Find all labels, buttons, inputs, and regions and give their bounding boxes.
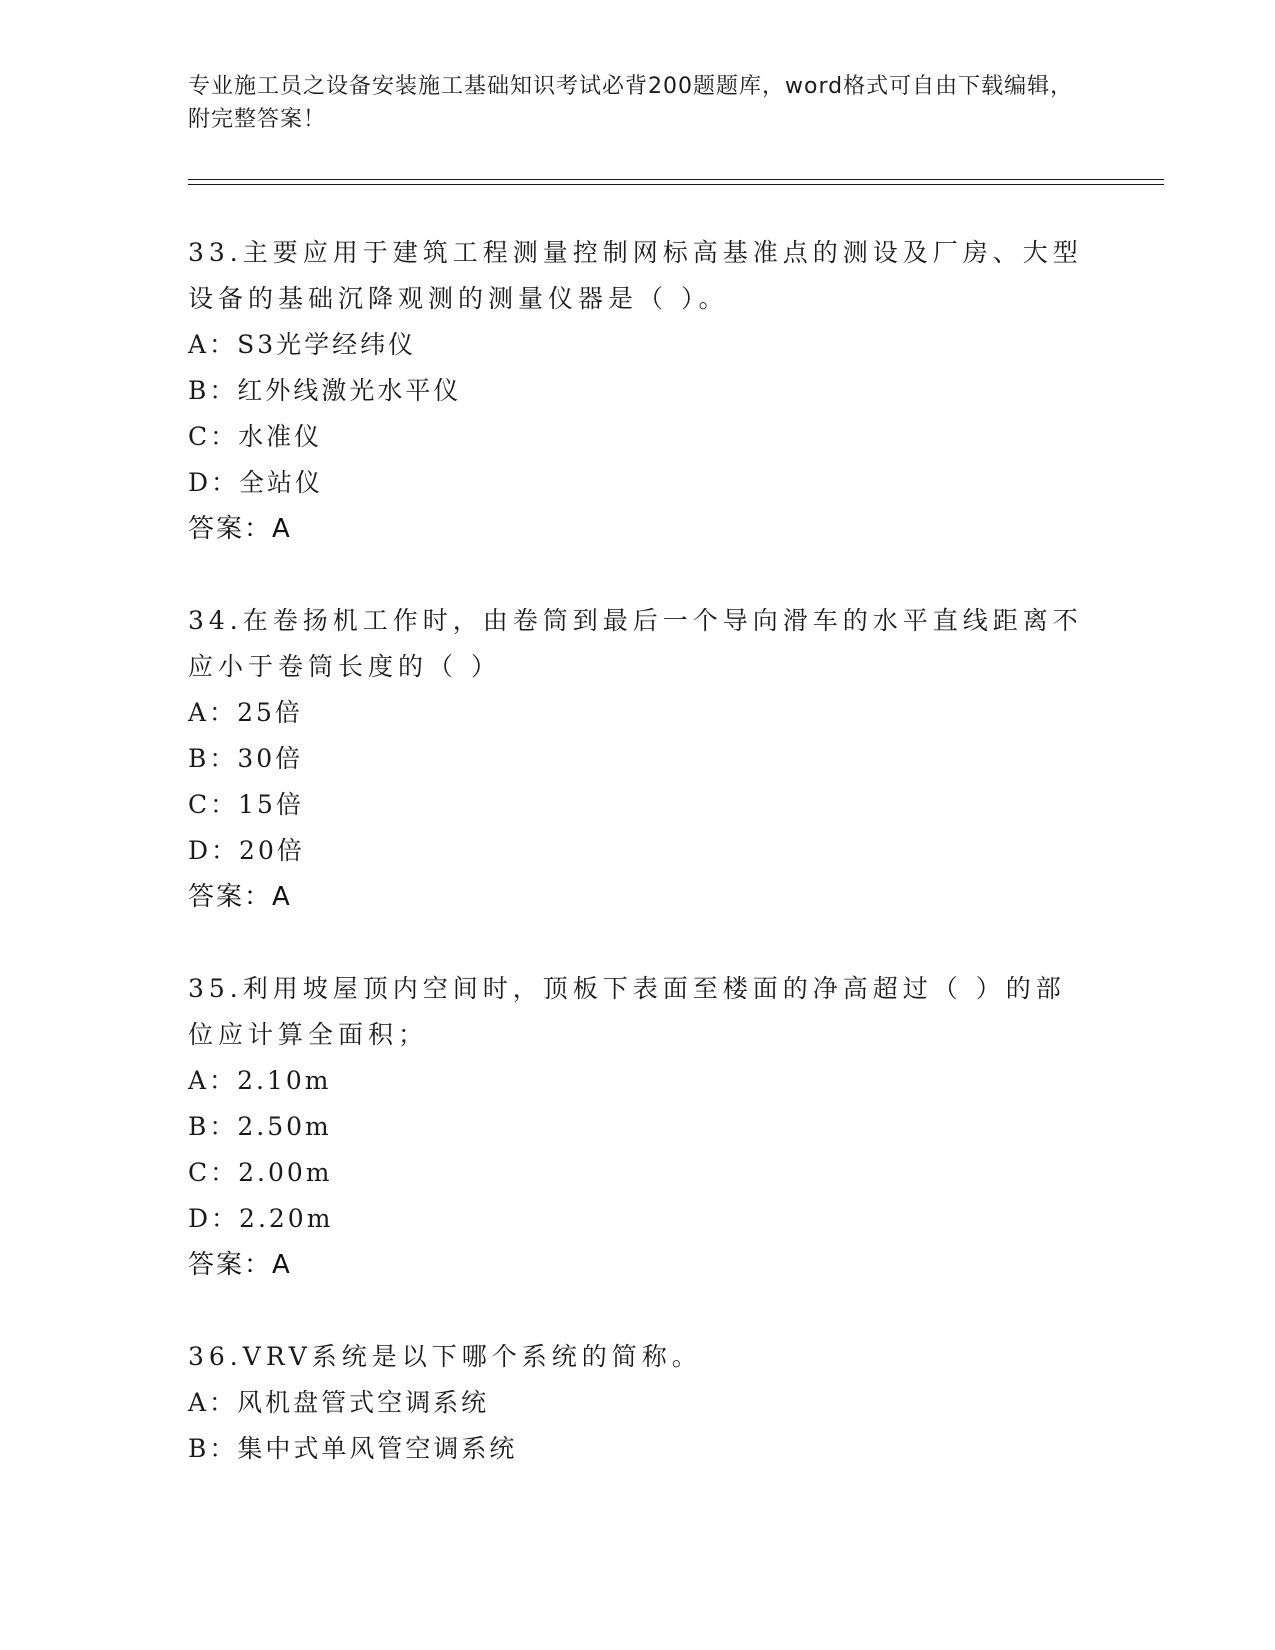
option-value: 2.10m	[237, 1066, 332, 1095]
question-text: 35.利用坡屋顶内空间时，顶板下表面至楼面的净高超过（ ）的部位应计算全面积；	[188, 974, 1066, 1049]
question-35	[188, 966, 1088, 1288]
option-key: D：	[188, 836, 240, 865]
question-text: 34.在卷扬机工作时，由卷筒到最后一个导向滑车的水平直线距离不应小于卷筒长度的（ ）	[188, 606, 1083, 681]
option-c	[188, 782, 1088, 828]
option-value: 2.00m	[238, 1158, 333, 1187]
option-value: 全站仪	[239, 468, 324, 497]
header-divider-bottom	[188, 184, 1164, 185]
answer-line: 答案：A	[188, 882, 292, 912]
option-b	[188, 368, 1088, 414]
option-value: 25倍	[237, 698, 303, 727]
option-a	[188, 690, 1088, 736]
option-value: 2.20m	[239, 1204, 334, 1233]
option-key: C：	[188, 790, 239, 819]
option-c	[188, 414, 1088, 460]
option-key: B：	[188, 744, 238, 773]
option-key: D：	[188, 468, 240, 497]
option-a	[188, 1058, 1088, 1104]
option-value: 20倍	[239, 836, 305, 865]
option-value: 红外线激光水平仪	[237, 376, 462, 405]
option-c	[188, 1150, 1088, 1196]
option-b	[188, 736, 1088, 782]
option-value: 2.50m	[237, 1112, 332, 1141]
document-header: 专业施工员之设备安装施工基础知识考试必背200题题库，word格式可自由下载编辑，附完整答案！	[188, 74, 1074, 132]
option-key: B：	[188, 376, 238, 405]
option-value: 30倍	[237, 744, 304, 773]
option-d	[188, 1196, 1088, 1242]
option-key: B：	[188, 1112, 238, 1141]
option-b	[188, 1426, 1088, 1472]
question-33	[188, 230, 1088, 552]
option-value: 15倍	[238, 790, 304, 819]
header-divider-top	[188, 179, 1164, 180]
option-value: S3光学经纬仪	[237, 330, 417, 359]
option-value: 风机盘管式空调系统	[237, 1388, 490, 1417]
option-key: D：	[188, 1204, 240, 1233]
option-key: C：	[188, 422, 239, 451]
question-text: 36.VRV系统是以下哪个系统的简称。	[188, 1342, 702, 1371]
question-text: 33.主要应用于建筑工程测量控制网标高基准点的测设及厂房、大型设备的基础沉降观测的测量仪器是（ ）。	[188, 238, 1083, 313]
option-value: 水准仪	[238, 422, 323, 451]
option-b	[188, 1104, 1088, 1150]
answer-line: 答案：A	[188, 1250, 292, 1280]
question-36	[188, 1334, 1088, 1472]
option-value: 集中式单风管空调系统	[237, 1434, 518, 1463]
question-34	[188, 598, 1088, 920]
option-d	[188, 460, 1088, 506]
option-d	[188, 828, 1088, 874]
option-key: A：	[188, 330, 238, 359]
option-key: A：	[188, 698, 238, 727]
option-key: A：	[188, 1066, 238, 1095]
answer-line: 答案：A	[188, 514, 292, 544]
option-key: B：	[188, 1434, 238, 1463]
question-list	[188, 230, 1088, 1518]
option-a	[188, 1380, 1088, 1426]
option-a	[188, 322, 1088, 368]
option-key: C：	[188, 1158, 239, 1187]
option-key: A：	[188, 1388, 238, 1417]
